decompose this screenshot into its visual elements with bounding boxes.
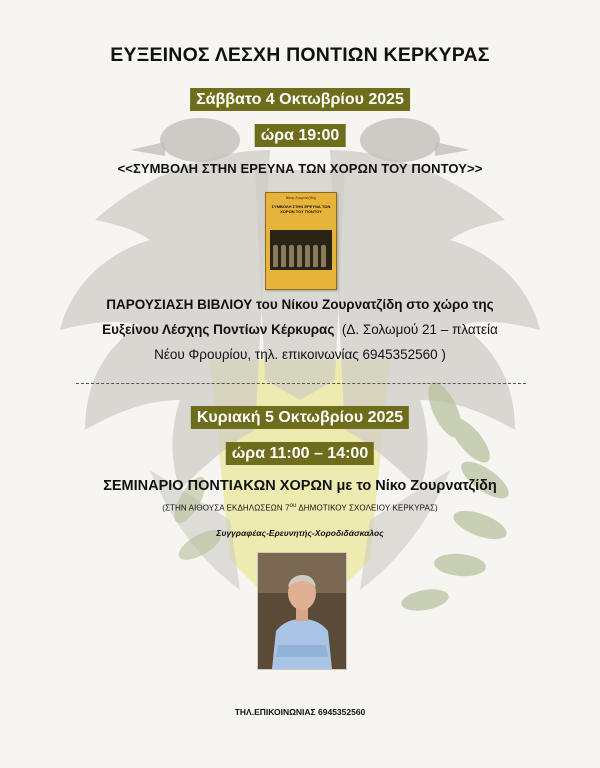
contact-phone: ΤΗΛ.ΕΠΙΚΟΙΝΩΝΙΑΣ 6945352560 [234,707,366,717]
event2-venue [0,503,600,513]
event2-date-badge: Κυριακή 5 Οκτωβρίου 2025 [191,406,409,429]
organization-title: ΕΥΞΕΙΝΟΣ ΛΕΣΧΗ ΠΟΝΤΙΩΝ ΚΕΡΚΥΡΑΣ [110,44,490,66]
event1-time-badge: ώρα 19:00 [255,124,346,147]
event2-venue-pre: (ΣΤΗΝ ΑΙΘΟΥΣΑ ΕΚΔΗΛΩΣΕΩΝ 7 [162,503,290,513]
section-divider [76,383,526,384]
event2-title: ΣΕΜΙΝΑΡΙΟ ΠΟΝΤΙΑΚΩΝ ΧΟΡΩΝ με το Νίκο Ζουρνατζίδη [103,478,497,494]
venue-club-name: Ευξείνου Λέσχης Ποντίων Κέρκυρας [102,322,335,337]
book-cover-author: Νίκος Ζουρνατζίδης [285,196,317,200]
event1-date-badge: Σάββατο 4 Οκτωβρίου 2025 [190,88,410,111]
venue-address: (Δ. Σολωμού 21 – πλατεία [341,322,498,337]
event2-venue-post: ΔΗΜΟΤΙΚΟΥ ΣΧΟΛΕΙΟΥ ΚΕΡΚΥΡΑΣ) [298,503,438,513]
book-presentation-line3: Νέου Φρουρίου, τηλ. επικοινωνίας 6945352560 ) [154,347,446,362]
book-cover-image [265,192,337,290]
event1-title: <<ΣΥΜΒΟΛΗ ΣΤΗΝ ΕΡΕΥΝΑ ΤΩΝ ΧΟΡΩΝ ΤΟΥ ΠΟΝΤΟΥ>> [117,161,483,176]
author-portrait-photo [257,552,347,670]
book-presentation-line1: ΠΑΡΟΥΣΙΑΣΗ ΒΙΒΛΙΟΥ του Νίκου Ζουρνατζίδη στο χώρο της [106,297,494,312]
book-cover-dancers-illustration [270,230,332,270]
book-cover-title: ΣΥΜΒΟΛΗ ΣΤΗΝ ΕΡΕΥΝΑ ΤΩΝ ΧΟΡΩΝ ΤΟΥ ΠΟΝΤΟΥ [271,204,331,214]
book-presentation-line2 [0,320,600,339]
author-role: Συγγραφέας-Ερευνητής-Χοροδιδάσκαλος [216,528,384,538]
event2-venue-sup: ου [289,503,297,509]
event2-time-badge: ώρα 11:00 – 14:00 [226,442,374,465]
